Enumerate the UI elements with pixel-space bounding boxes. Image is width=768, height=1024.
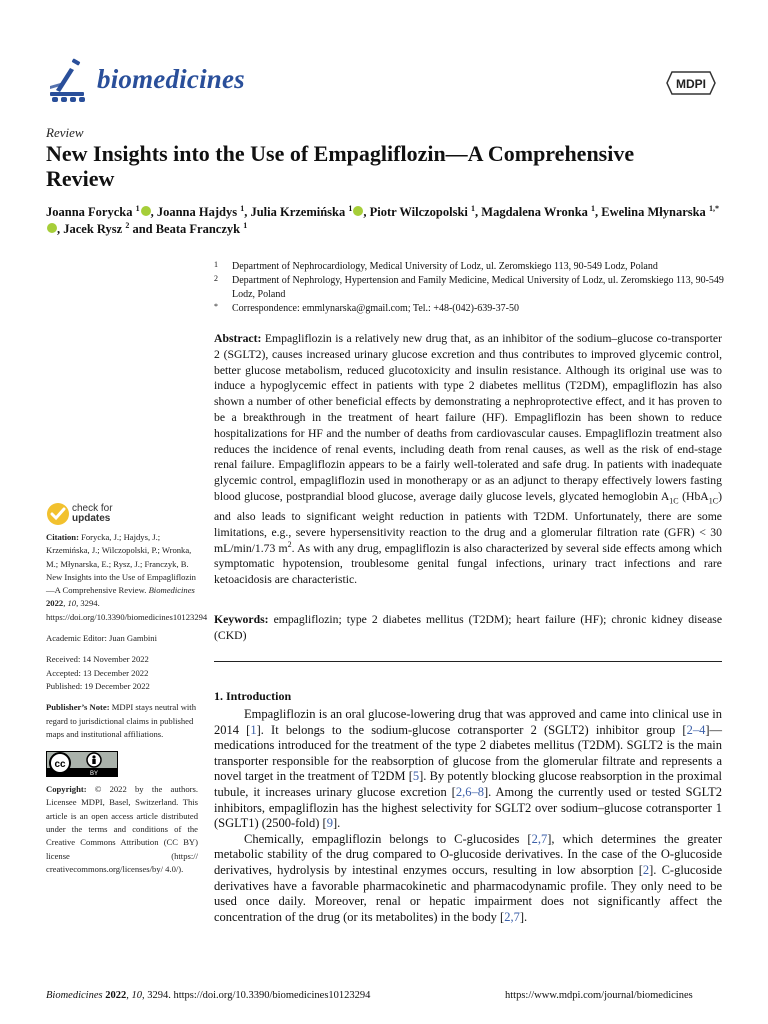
author-list: Joanna Forycka $^1$ , Joanna Hajdys $^1$, Julia Krzemińska $^1$ , Piotr Wilczopolski $^1$, Magdalena Wronka $^1$, Ewelina Młynarska $^{1,*}$, Jacek Rysz $^2$ and Beata Franczyk $^1$: [46, 203, 719, 236]
keywords: [214, 612, 722, 644]
keywords-label: Keywords:: [214, 613, 269, 626]
reference-link[interactable]: 5: [412, 769, 420, 784]
mdpi-logo: [666, 70, 716, 96]
reference-link[interactable]: 2,7: [504, 909, 520, 924]
svg-text:cc: cc: [54, 759, 66, 771]
footer-doi[interactable]: , 3294. https://doi.org/10.3390/biomedicines10123294: [141, 990, 371, 1001]
author-name: Joanna Forycka: [46, 205, 133, 219]
check-updates-line1: check for: [72, 503, 113, 514]
author-affiliation-mark: 1: [591, 203, 596, 213]
publisher-note: [46, 701, 198, 741]
cc-by-license-badge[interactable]: [46, 751, 118, 777]
intro-p1-text: ]. By potently blocking glucose reabsorption in the proximal tubule, it increases urinary glucose excretion [: [214, 769, 722, 799]
citation-volume: 10: [67, 598, 77, 609]
intro-p1-text: ]. Among the currently used or tested SGLT2 inhibitors, empagliflozin has the highest selectivity for SGLT2 over sodium–glucose cotransporter 1 (SGLT1) (2500-fold) [: [214, 784, 722, 831]
check-for-updates-button[interactable]: [46, 502, 156, 526]
author-affiliation-mark: 1: [240, 203, 245, 213]
publisher-note-text: MDPI stays neutral with regard to jurisdictional claims in published maps and institutional affiliations.: [46, 702, 196, 739]
article-info-sidebar: [46, 531, 208, 876]
author-affiliation-mark: 2: [125, 220, 130, 230]
author[interactable]: [46, 205, 151, 219]
affiliation-mark: 1: [214, 260, 218, 269]
abstract-sub-1: 1C: [669, 496, 679, 506]
abstract-label: Abstract:: [214, 332, 262, 345]
footer-citation: Biomedicines 2022, 10, 3294. https://doi.org/10.3390/biomedicines10123294: [46, 990, 371, 1001]
affiliation-item: [214, 302, 724, 316]
author-name: Beata Franczyk: [155, 222, 241, 236]
intro-p1-text: ]—medications introduced for the treatment of the type 2 diabetes mellitus (T2DM). SGLT2 is the main transporter responsible for the reabsorption of glucose from the glomerular filtrate and represents a novel target in the treatment of T2DM [: [214, 722, 722, 784]
accepted-date: Accepted: 13 December 2022: [46, 667, 149, 678]
author-affiliation-mark: 1: [348, 203, 353, 213]
orcid-icon[interactable]: [353, 206, 363, 216]
keywords-text: empagliflozin; type 2 diabetes mellitus (T2DM); heart failure (HF); chronic kidney disease (CKD): [214, 613, 723, 642]
section-heading-introduction: 1. Introduction: [214, 689, 292, 703]
check-updates-icon: [46, 502, 70, 526]
copyright-label: Copyright:: [46, 784, 87, 795]
affiliation-item: [214, 260, 724, 274]
mdpi-logo-text: MDPI: [676, 77, 706, 91]
reference-link[interactable]: 2,7: [531, 831, 548, 846]
footer-volume: 10: [131, 990, 142, 1001]
affiliation-mark: *: [214, 302, 218, 311]
author-name: Joanna Hajdys: [156, 205, 238, 219]
citation-doi[interactable]: , 3294. https://doi.org/10.3390/biomedicines10123294: [46, 598, 208, 622]
intro-paragraph-1: [214, 707, 722, 832]
author-affiliation-mark: 1,*: [708, 203, 719, 213]
reference-link[interactable]: 2–4: [686, 722, 706, 737]
published-date: Published: 19 December 2022: [46, 680, 150, 691]
affiliation-mark: 2: [214, 274, 218, 283]
author[interactable]: [63, 222, 129, 236]
author[interactable]: [370, 205, 475, 219]
received-date: Received: 14 November 2022: [46, 654, 149, 665]
affiliation-text: Correspondence: emmlynarska@gmail.com; Tel.: +48-(042)-639-37-50: [232, 303, 519, 314]
citation: Citation: Forycka, J.; Hajdys, J.; Krzemińska, J.; Wilczopolski, P.; Wronka, M.; Młynarska, E.; Rysz, J.; Franczyk, B. New Insights into the Use of Empagliflozin—A Comprehensive Review. Biomedicines 2022, 10, 3294. https://doi.org/10.3390/biomedicines10123294: [46, 532, 208, 622]
introduction-body: [214, 707, 722, 925]
author[interactable]: [481, 205, 595, 219]
intro-p2-text: Chemically, empagliflozin belongs to C-glucosides [: [244, 831, 532, 846]
abstract-sup: 2: [287, 539, 292, 549]
intro-p2-text: ]. C-glucoside derivatives have a favorable pharmacokinetic and pharmacodynamic profile. They only need to be used once daily. Moreover, renal or hepatic impairment does not significantly affect the concentration of the drug (or its metabolites) in the body [: [214, 862, 722, 924]
article-title: New Insights into the Use of Empagliflozin—A Comprehensive Review: [46, 141, 635, 191]
abstract-text-2: (HbA: [678, 489, 709, 503]
author[interactable]: [156, 222, 247, 236]
intro-p1-text: ].: [332, 816, 341, 831]
copyright: [46, 783, 198, 876]
intro-paragraph-2: [214, 832, 722, 926]
abstract-text-3: ) and also leads to significant weight reduction in patients with T2DM. Unfortunately, there are some limitations, e.g., severe hypersensitivity reaction to the drug and a glomerular filtration rate (GFR) < 30 mL/min/1.73 m: [214, 489, 722, 555]
citation-year: 2022: [46, 598, 64, 609]
author-name: Piotr Wilczopolski: [369, 205, 468, 219]
footer-journal-url[interactable]: https://www.mdpi.com/journal/biomedicines: [505, 990, 693, 1001]
abstract: [214, 331, 722, 588]
author-name: Magdalena Wronka: [481, 205, 588, 219]
author-name: Julia Krzemińska: [250, 205, 346, 219]
affiliation-text: Department of Nephrology, Hypertension and Family Medicine, Medical University of Lodz, ul. Zeromskiego 113, 90-549 Lodz, Poland: [232, 275, 724, 300]
academic-editor: Academic Editor: Juan Gambini: [46, 633, 157, 644]
intro-p1-text: Empagliflozin is an oral glucose-lowering drug that was approved and came into clinical use in 2014 [: [214, 707, 722, 737]
author-affiliation-mark: 1: [243, 220, 248, 230]
author-name: Ewelina Młynarska: [601, 205, 706, 219]
author-affiliation-mark: 1: [471, 203, 476, 213]
reference-link[interactable]: 2: [642, 862, 650, 877]
citation-label: Citation:: [46, 532, 79, 542]
section-divider: [214, 661, 722, 662]
reference-link[interactable]: 1: [250, 722, 257, 737]
author-name: Jacek Rysz: [63, 222, 123, 236]
cc-by-text: BY: [89, 771, 99, 778]
intro-p2-text: ], which determines the greater metabolic stability of the drug compared to O-glucoside derivatives. In the case of the O-glucoside derivatives, hydrolysis by intestinal enzymes occurs, resulting in low absorption [: [214, 831, 723, 877]
biomedicines-logo-icon: [46, 58, 88, 104]
citation-journal: Biomedicines: [148, 585, 195, 596]
reference-link[interactable]: 9: [326, 816, 333, 831]
abstract-text-1: Empagliflozin is a relatively new drug that, as an inhibitor of the sodium–glucose co-transporter 2 (SGLT2), causes increased urinary glucose excretion and thus contributes to improved glycemic control, better glucose metabolism, reduced glucotoxicity and insulin resistance. Although its original use was to induce a hypoglycemic effect in patients with type 2 diabetes mellitus (T2DM), empagliflozin has also shown a number of other beneficial effects by demonstrating a nephroprotective effect, and it has proven to be a breakthrough in the treatment of heart failure (HF). Empagliflozin has been shown to reduce hospitalizations for HF and the number of deaths from cardiovascular causes. Empagliflozin treatment also reduces the incidence of renal events, including death from renal causes, as well as the risk of end-stage renal failure. Empagliflozin appears to be a fairly well-tolerated and safe drug. In patients with inadequate glycemic control, empagliflozin used in monotherapy or as an adjunct to therapy effectively lowers fasting blood glucose, postprandial blood glucose, average daily glucose levels, glycated hemoglobin A: [214, 332, 722, 503]
footer-journal: Biomedicines: [46, 990, 103, 1001]
check-updates-line2: updates: [72, 513, 111, 524]
author-affiliation-mark: 1: [135, 203, 140, 213]
abstract-text-4: . As with any drug, empagliflozin is also characterized by several side effects among which symptomatic hypotension, troublesome genital fungal infections, urinary tract infections and rare ketoacidosis are characteristic.: [214, 541, 722, 587]
orcid-icon[interactable]: [141, 206, 151, 216]
affiliations: [214, 260, 724, 316]
footer-year: 2022: [105, 990, 127, 1001]
publisher-note-label: Publisher’s Note:: [46, 702, 110, 713]
citation-text: Forycka, J.; Hajdys, J.; Krzemińska, J.; Wilczopolski, P.; Wronka, M.; Młynarska, E.; Rysz, J.; Franczyk, B. New Insights into the Use of Empagliflozin—A Comprehensive Review.: [46, 532, 196, 596]
reference-link[interactable]: 2,6–8: [455, 784, 484, 799]
article-type: Review: [46, 125, 84, 140]
orcid-icon[interactable]: [47, 223, 57, 233]
affiliation-text: Department of Nephrocardiology, Medical University of Lodz, ul. Zeromskiego 113, 90-549 Lodz, Poland: [232, 261, 658, 272]
intro-p1-text: ]. It belongs to the sodium-glucose cotransporter 2 (SGLT2) inhibitor group [: [256, 722, 687, 737]
abstract-sub-2: 1C: [708, 496, 719, 506]
intro-p2-text: ].: [519, 909, 528, 924]
journal-name: biomedicines: [97, 64, 245, 94]
affiliation-item: [214, 274, 724, 302]
author[interactable]: [157, 205, 244, 219]
copyright-text: © 2022 by the authors. Licensee MDPI, Basel, Switzerland. This article is an open access article distributed under the terms and conditions of the Creative Commons Attribution (CC BY) license (https:// creativecommons.org/licenses/by/ 4.0/).: [46, 784, 198, 874]
author[interactable]: [250, 205, 363, 219]
